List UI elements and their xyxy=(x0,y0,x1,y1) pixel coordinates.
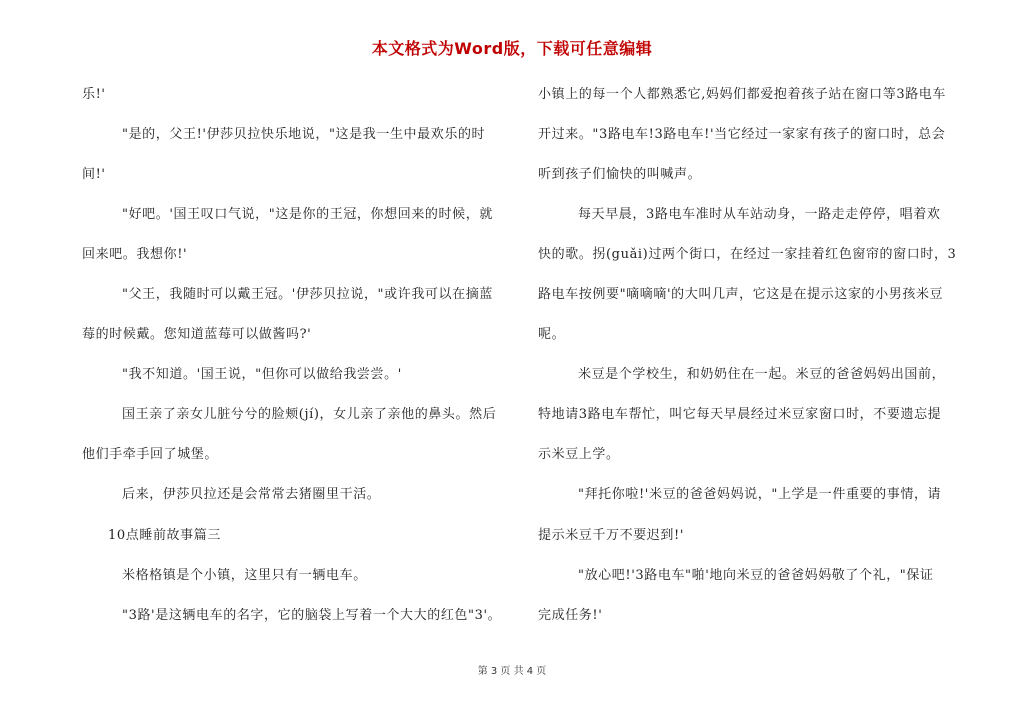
paragraph-line: 提示米豆千万不要迟到!' xyxy=(538,528,684,543)
paragraph-line: "父王，我随时可以戴王冠。'伊莎贝拉说，"或许我可以在摘蓝 xyxy=(122,287,493,302)
paragraph-line: 间!' xyxy=(82,167,106,182)
paragraph-line: 他们手牵手回了城堡。 xyxy=(82,447,219,462)
paragraph-line: "拜托你啦!'米豆的爸爸妈妈说，"上学是一件重要的事情，请 xyxy=(578,487,942,502)
page-number-footer: 第 3 页 共 4 页 xyxy=(477,666,547,677)
document-header-title: 本文格式为Word版，下载可任意编辑 xyxy=(371,39,653,58)
paragraph-line: 开过来。"3路电车!3路电车!'当它经过一家家有孩子的窗口时，总会 xyxy=(538,127,946,142)
paragraph-line: 回来吧。我想你!' xyxy=(82,247,188,262)
paragraph-line: 完成任务!' xyxy=(538,608,603,623)
paragraph-line: 快的歌。拐(guǎi)过两个街口，在经过一家挂着红色窗帘的窗口时，3 xyxy=(538,247,957,262)
paragraph-line: 路电车按例要"嘀嘀嘀'的大叫几声，它这是在提示这家的小男孩米豆 xyxy=(538,287,944,302)
paragraph-line: 乐!' xyxy=(82,87,106,102)
paragraph-line: 示米豆上学。 xyxy=(538,447,620,462)
paragraph-line: 米豆是个学校生，和奶奶住在一起。米豆的爸爸妈妈出国前， xyxy=(578,367,946,382)
paragraph-line: "是的，父王!'伊莎贝拉快乐地说，"这是我一生中最欢乐的时 xyxy=(122,127,486,142)
paragraph-line: 特地请3路电车帮忙，叫它每天早晨经过米豆家窗口时，不要遗忘提 xyxy=(538,407,942,422)
paragraph-line: 米格格镇是个小镇，这里只有一辆电车。 xyxy=(122,568,367,583)
paragraph-line: 国王亲了亲女儿脏兮兮的脸颊(jí)，女儿亲了亲他的鼻头。然后 xyxy=(122,407,497,422)
paragraph-line: 后来，伊莎贝拉还是会常常去猪圈里干活。 xyxy=(122,487,381,502)
paragraph-line: "放心吧!'3路电车"啪'地向米豆的爸爸妈妈敬了个礼，"保证 xyxy=(578,568,934,583)
paragraph-line: 听到孩子们愉快的叫喊声。 xyxy=(538,167,702,182)
section-heading: 10点睡前故事篇三 xyxy=(108,528,221,543)
paragraph-line: 莓的时候戴。您知道蓝莓可以做酱吗?' xyxy=(82,327,312,342)
paragraph-line: 小镇上的每一个人都熟悉它,妈妈们都爱抱着孩子站在窗口等3路电车 xyxy=(538,87,947,102)
paragraph-line: "好吧。'国王叹口气说，"这是你的王冠，你想回来的时候，就 xyxy=(122,207,493,222)
paragraph-line: "我不知道。'国王说，"但你可以做给我尝尝。' xyxy=(122,367,402,382)
paragraph-line: 每天早晨，3路电车准时从车站动身，一路走走停停，唱着欢 xyxy=(578,207,941,222)
paragraph-line: "3路'是这辆电车的名字，它的脑袋上写着一个大大的红色"3'。 xyxy=(122,608,502,623)
paragraph-line: 呢。 xyxy=(538,327,566,342)
